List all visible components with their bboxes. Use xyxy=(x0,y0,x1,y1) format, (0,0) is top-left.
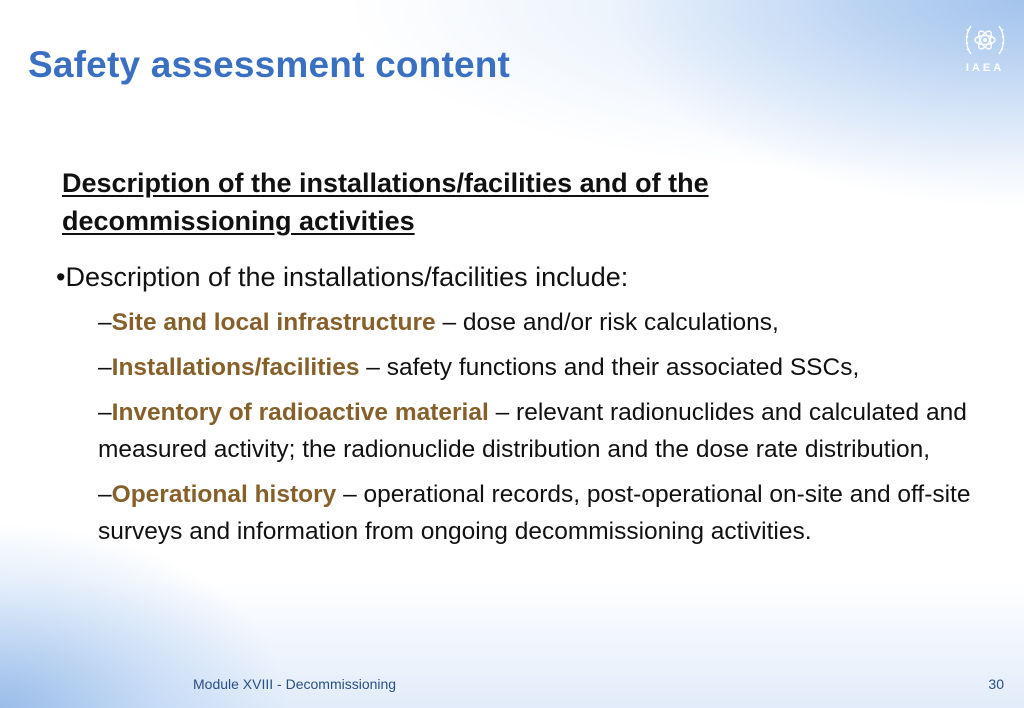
logo-text: IAEA xyxy=(965,62,1005,74)
section-heading: Description of the installations/facilities and of the decommissioning activities xyxy=(62,168,709,236)
bullet-text: Description of the installations/facilities include: xyxy=(65,262,629,292)
sub-item-desc: – dose and/or risk calculations, xyxy=(435,309,779,336)
dash-marker: – xyxy=(98,309,112,336)
dash-marker: – xyxy=(98,399,112,426)
sub-item-term: Inventory of radioactive material xyxy=(111,399,489,426)
bullet-marker: • xyxy=(56,262,66,292)
bullet-item xyxy=(56,260,972,294)
sub-item-term: Installations/facilities xyxy=(111,354,360,381)
sub-item-inventory xyxy=(98,394,978,468)
slide-title: Safety assessment content xyxy=(28,44,511,85)
page-number: 30 xyxy=(988,676,1004,692)
sub-item-term: Site and local infrastructure xyxy=(111,309,436,336)
iaea-logo xyxy=(954,20,1016,74)
sub-item-desc: – operational records, post-operational on-site and off-site surveys and information from ongoing decommissioning activities. xyxy=(98,481,971,545)
iaea-emblem-icon xyxy=(962,20,1008,60)
sub-item-desc: – safety functions and their associated SSCs, xyxy=(359,354,860,381)
dash-marker: – xyxy=(98,481,112,508)
sub-item-site xyxy=(98,304,978,341)
slide-content xyxy=(56,164,972,558)
sub-item-installations xyxy=(98,349,978,386)
sub-item-term: Operational history xyxy=(111,481,337,508)
sub-list xyxy=(98,304,978,550)
dash-marker: – xyxy=(98,354,112,381)
sub-item-desc: – relevant radionuclides and calculated and measured activity; the radionuclide distribution and the dose rate distribution, xyxy=(98,399,967,463)
footer-module-label: Module XVIII - Decommissioning xyxy=(193,676,397,692)
sub-item-history xyxy=(98,476,978,550)
